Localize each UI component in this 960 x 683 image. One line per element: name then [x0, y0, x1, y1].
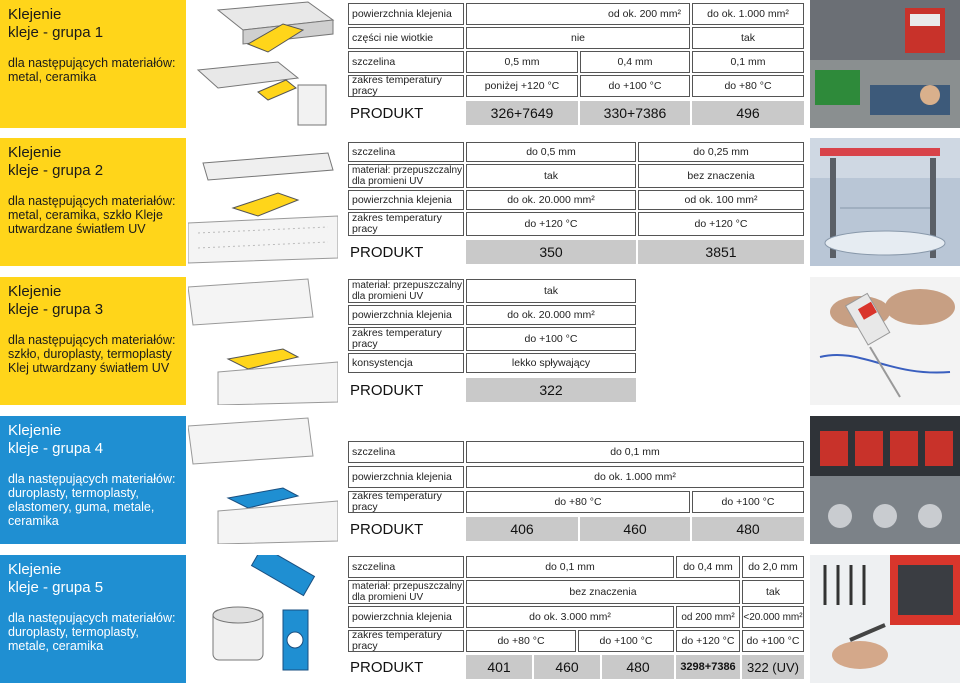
value-cell: 0,1 mm	[692, 51, 804, 73]
label-uv: materiał: przepuszczalny dla promieni UV	[348, 279, 464, 303]
adhesive-illustration	[188, 0, 338, 128]
value-cell: do ok. 1.000 mm²	[466, 466, 804, 488]
label-gap: szczelina	[348, 51, 464, 73]
adhesive-illustration	[188, 416, 338, 544]
value-cell: <20.000 mm²	[742, 606, 804, 628]
label-consistency: konsystencja	[348, 353, 464, 373]
group-subtitle: kleje - grupa 4	[8, 440, 104, 457]
value-cell: do ok. 3.000 mm²	[466, 606, 674, 628]
label-temp: zakres temperatury pracy	[348, 327, 464, 351]
value-cell: do 0,4 mm	[676, 556, 740, 578]
product-code: 330+7386	[580, 101, 690, 125]
value-cell: tak	[742, 580, 804, 604]
value-cell: tak	[692, 27, 804, 49]
label-flexible: części nie wiotkie	[348, 27, 464, 49]
value-cell: nie	[466, 27, 690, 49]
product-label: PRODUKT	[350, 104, 424, 122]
value-cell: poniżej +120 °C	[466, 75, 578, 97]
value-cell: od 200 mm²	[676, 606, 740, 628]
value-cell: lekko spływający	[466, 353, 636, 373]
value-cell: do 0,1 mm	[466, 556, 674, 578]
value-cell: tak	[466, 164, 636, 188]
label-temp: zakres temperatury pracy	[348, 75, 464, 97]
value-cell: bez znaczenia	[638, 164, 804, 188]
value-cell: do +100 °C	[466, 327, 636, 351]
group-subtitle: kleje - grupa 2	[8, 162, 104, 179]
value-cell: do +80 °C	[466, 630, 576, 652]
product-code: 401	[466, 655, 532, 679]
value-cell: do ok. 1.000 mm²	[692, 3, 804, 25]
label-surface: powierzchnia klejenia	[348, 606, 464, 628]
label-uv: materiał: przepuszczalny dla promieni UV	[348, 164, 464, 188]
label-temp: zakres temperatury pracy	[348, 491, 464, 513]
value-cell: do +80 °C	[692, 75, 804, 97]
product-code: 496	[692, 101, 804, 125]
group-1-band	[0, 0, 186, 128]
group-subtitle: kleje - grupa 3	[8, 301, 104, 318]
value-cell: 0,5 mm	[466, 51, 578, 73]
product-label: PRODUKT	[350, 658, 424, 676]
group-description: dla następujących materiałów: szkło, duroplasty, termoplasty Klej utwardzany światłem UV	[8, 333, 176, 375]
group-5-band	[0, 555, 186, 683]
group-description: dla następujących materiałów: duroplasty, termoplasty, metale, ceramika	[8, 611, 176, 653]
label-surface: powierzchnia klejenia	[348, 466, 464, 488]
group-subtitle: kleje - grupa 5	[8, 579, 104, 596]
value-cell: do +120 °C	[676, 630, 740, 652]
value-cell: do ok. 20.000 mm²	[466, 190, 636, 210]
value-cell: do +120 °C	[466, 212, 636, 236]
group-title: Klejenie	[8, 144, 62, 161]
label-gap: szczelina	[348, 441, 464, 463]
group-3-band	[0, 277, 186, 405]
product-code: 406	[466, 517, 578, 541]
group-subtitle: kleje - grupa 1	[8, 24, 104, 41]
product-code: 3298+7386	[676, 655, 740, 679]
product-label: PRODUKT	[350, 381, 424, 399]
label-temp: zakres temperatury pracy	[348, 212, 464, 236]
adhesive-illustration	[188, 138, 338, 266]
product-photo	[810, 0, 960, 128]
group-title: Klejenie	[8, 283, 62, 300]
value-cell: do +100 °C	[692, 491, 804, 513]
label-surface: powierzchnia klejenia	[348, 3, 464, 25]
value-cell: do 2,0 mm	[742, 556, 804, 578]
product-photo	[810, 277, 960, 405]
group-description: dla następujących materiałów: metal, ceramika	[8, 56, 176, 84]
group-title: Klejenie	[8, 422, 62, 439]
label-uv: materiał: przepuszczalny dla promieni UV	[348, 580, 464, 604]
group-title: Klejenie	[8, 6, 62, 23]
product-code: 480	[692, 517, 804, 541]
product-code: 350	[466, 240, 636, 264]
product-photo	[810, 138, 960, 266]
group-description: dla następujących materiałów: metal, ceramika, szkło Kleje utwardzane światłem UV	[8, 194, 176, 236]
value-cell: do 0,25 mm	[638, 142, 804, 162]
value-cell: do +100 °C	[580, 75, 690, 97]
label-temp: zakres temperatury pracy	[348, 630, 464, 652]
value-cell: do +100 °C	[742, 630, 804, 652]
value-cell: do ok. 20.000 mm²	[466, 305, 636, 325]
label-gap: szczelina	[348, 142, 464, 162]
group-description: dla następujących materiałów: duroplasty, termoplasty, elastomery, guma, metale, ceramika	[8, 472, 176, 528]
product-label: PRODUKT	[350, 243, 424, 261]
value-cell: bez znaczenia	[466, 580, 740, 604]
label-surface: powierzchnia klejenia	[348, 190, 464, 210]
value-cell: tak	[466, 279, 636, 303]
product-label: PRODUKT	[350, 520, 424, 538]
product-code: 326+7649	[466, 101, 578, 125]
value-cell: do +100 °C	[578, 630, 674, 652]
product-photo	[810, 416, 960, 544]
value-cell: do +120 °C	[638, 212, 804, 236]
product-code: 480	[602, 655, 674, 679]
label-gap: szczelina	[348, 556, 464, 578]
value-cell: do 0,1 mm	[466, 441, 804, 463]
product-photo	[810, 555, 960, 683]
value-cell: do 0,5 mm	[466, 142, 636, 162]
value-cell: od ok. 200 mm²	[466, 3, 690, 25]
product-code: 322	[466, 378, 636, 402]
group-4-band	[0, 416, 186, 544]
adhesive-illustration	[188, 277, 338, 405]
group-2-band	[0, 138, 186, 266]
value-cell: do +80 °C	[466, 491, 690, 513]
product-code: 460	[580, 517, 690, 541]
product-code: 3851	[638, 240, 804, 264]
product-code: 460	[534, 655, 600, 679]
value-cell: od ok. 100 mm²	[638, 190, 804, 210]
group-title: Klejenie	[8, 561, 62, 578]
adhesive-illustration	[188, 555, 338, 683]
product-code: 322 (UV)	[742, 655, 804, 679]
label-surface: powierzchnia klejenia	[348, 305, 464, 325]
value-cell: 0,4 mm	[580, 51, 690, 73]
